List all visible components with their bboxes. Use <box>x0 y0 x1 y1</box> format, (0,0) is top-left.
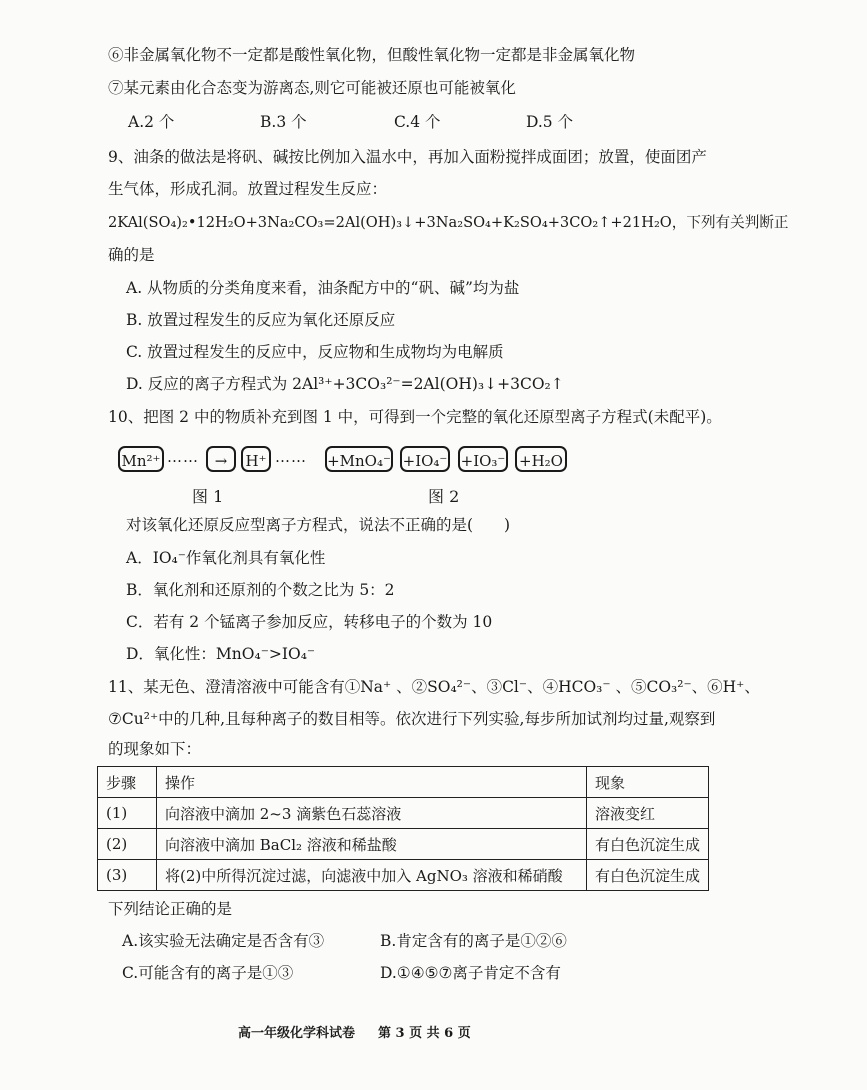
fig2-mno4-box: +MnO₄⁻ <box>325 446 393 472</box>
operation-cell: 将(2)中所得沉淀过滤，向滤液中加入 AgNO₃ 溶液和稀硝酸 <box>157 860 587 891</box>
figure-2-label: 图 2 <box>428 487 460 506</box>
q9-option-c: C. 放置过程发生的反应中，反应物和生成物均为电解质 <box>126 343 504 361</box>
phenomenon-cell: 有白色沉淀生成 <box>586 829 708 860</box>
table-header-row <box>98 767 709 798</box>
phenomenon-cell: 有白色沉淀生成 <box>586 860 708 891</box>
figure-1-label: 图 1 <box>192 487 224 506</box>
fig1-arrow-box: → <box>206 446 236 472</box>
q11-option-a: A.该实验无法确定是否含有③ <box>122 932 325 950</box>
table-row <box>98 798 709 829</box>
q9-option-b: B. 放置过程发生的反应为氧化还原反应 <box>126 311 396 329</box>
fig1-dots-1: …… <box>167 448 199 466</box>
header-phenomenon: 现象 <box>586 767 708 798</box>
step-cell: (1) <box>98 798 157 829</box>
header-step: 步骤 <box>98 767 157 798</box>
phenomenon-cell: 溶液变红 <box>586 798 708 829</box>
table-row <box>98 860 709 891</box>
q9-stem-line3: 确的是 <box>108 246 155 264</box>
q9-stem-line2: 生气体，形成孔洞。放置过程发生反应： <box>108 180 388 198</box>
q11-stem-line2: ⑦Cu²⁺中的几种,且每种离子的数目相等。依次进行下列实验,每步所加试剂均过量,观察到 <box>108 710 716 728</box>
q8-option-c: C.4 个 <box>394 113 441 131</box>
operation-cell: 向溶液中滴加 2~3 滴紫色石蕊溶液 <box>157 798 587 829</box>
fig2-h2o-box: +H₂O <box>515 446 567 472</box>
q11-option-c: C.可能含有的离子是①③ <box>122 964 294 982</box>
q10-option-a: A．IO₄⁻作氧化剂具有氧化性 <box>126 549 326 567</box>
fig1-h-box: H⁺ <box>241 446 271 472</box>
q11-conclusion-prompt: 下列结论正确的是 <box>108 900 233 918</box>
q10-option-d: D．氧化性：MnO₄⁻>IO₄⁻ <box>126 645 316 663</box>
q9-equation: 2KAl(SO₄)₂•12H₂O+3Na₂CO₃=2Al(OH)₃↓+3Na₂SO₄+K₂SO₄+3CO₂↑+21H₂O，下列有关判断正 <box>108 214 789 231</box>
figure-row <box>118 446 578 476</box>
header-operation: 操作 <box>157 767 587 798</box>
footer-exam-title: 高一年级化学科试卷 <box>238 1026 356 1041</box>
statement-7: ⑦某元素由化合态变为游离态,则它可能被还原也可能被氧化 <box>108 79 516 97</box>
q11-stem-line1: 11、某无色、澄清溶液中可能含有①Na⁺ 、②SO₄²⁻、③Cl⁻、④HCO₃⁻ 、⑤CO₃²⁻、⑥H⁺、 <box>108 678 760 696</box>
q10-stem: 10、把图 2 中的物质补充到图 1 中，可得到一个完整的氧化还原型离子方程式(未配平)。 <box>108 408 722 426</box>
q10-option-b: B．氧化剂和还原剂的个数之比为 5：2 <box>126 581 395 599</box>
q9-stem-line1: 9、油条的做法是将矾、碱按比例加入温水中，再加入面粉搅拌成面团；放置，使面团产 <box>108 148 707 166</box>
footer-page-number: 第 3 页 共 6 页 <box>378 1026 471 1041</box>
fig1-mn-box: Mn²⁺ <box>118 446 164 472</box>
step-cell: (2) <box>98 829 157 860</box>
q9-option-a: A. 从物质的分类角度来看，油条配方中的“矾、碱”均为盐 <box>126 279 520 297</box>
q11-stem-line3: 的现象如下： <box>108 740 202 758</box>
fig2-io3-box: +IO₃⁻ <box>458 446 508 472</box>
table-row <box>98 829 709 860</box>
q8-option-d: D.5 个 <box>526 113 574 131</box>
fig1-dots-2: …… <box>275 448 307 466</box>
q10-sub-question: 对该氧化还原反应型离子方程式，说法不正确的是( ) <box>126 516 511 534</box>
q8-option-b: B.3 个 <box>260 113 307 131</box>
statement-6: ⑥非金属氧化物不一定都是酸性氧化物，但酸性氧化物一定都是非金属氧化物 <box>108 46 636 64</box>
q9-option-d: D. 反应的离子方程式为 2Al³⁺+3CO₃²⁻=2Al(OH)₃↓+3CO₂↑ <box>126 375 564 393</box>
q8-option-a: A.2 个 <box>128 113 175 131</box>
fig2-io4-box: +IO₄⁻ <box>400 446 450 472</box>
experiment-table <box>97 766 709 891</box>
q11-option-d: D.①④⑤⑦离子肯定不含有 <box>380 964 561 982</box>
operation-cell: 向溶液中滴加 BaCl₂ 溶液和稀盐酸 <box>157 829 587 860</box>
q11-option-b: B.肯定含有的离子是①②⑥ <box>380 932 567 950</box>
step-cell: (3) <box>98 860 157 891</box>
q10-option-c: C．若有 2 个锰离子参加反应，转移电子的个数为 10 <box>126 613 493 631</box>
